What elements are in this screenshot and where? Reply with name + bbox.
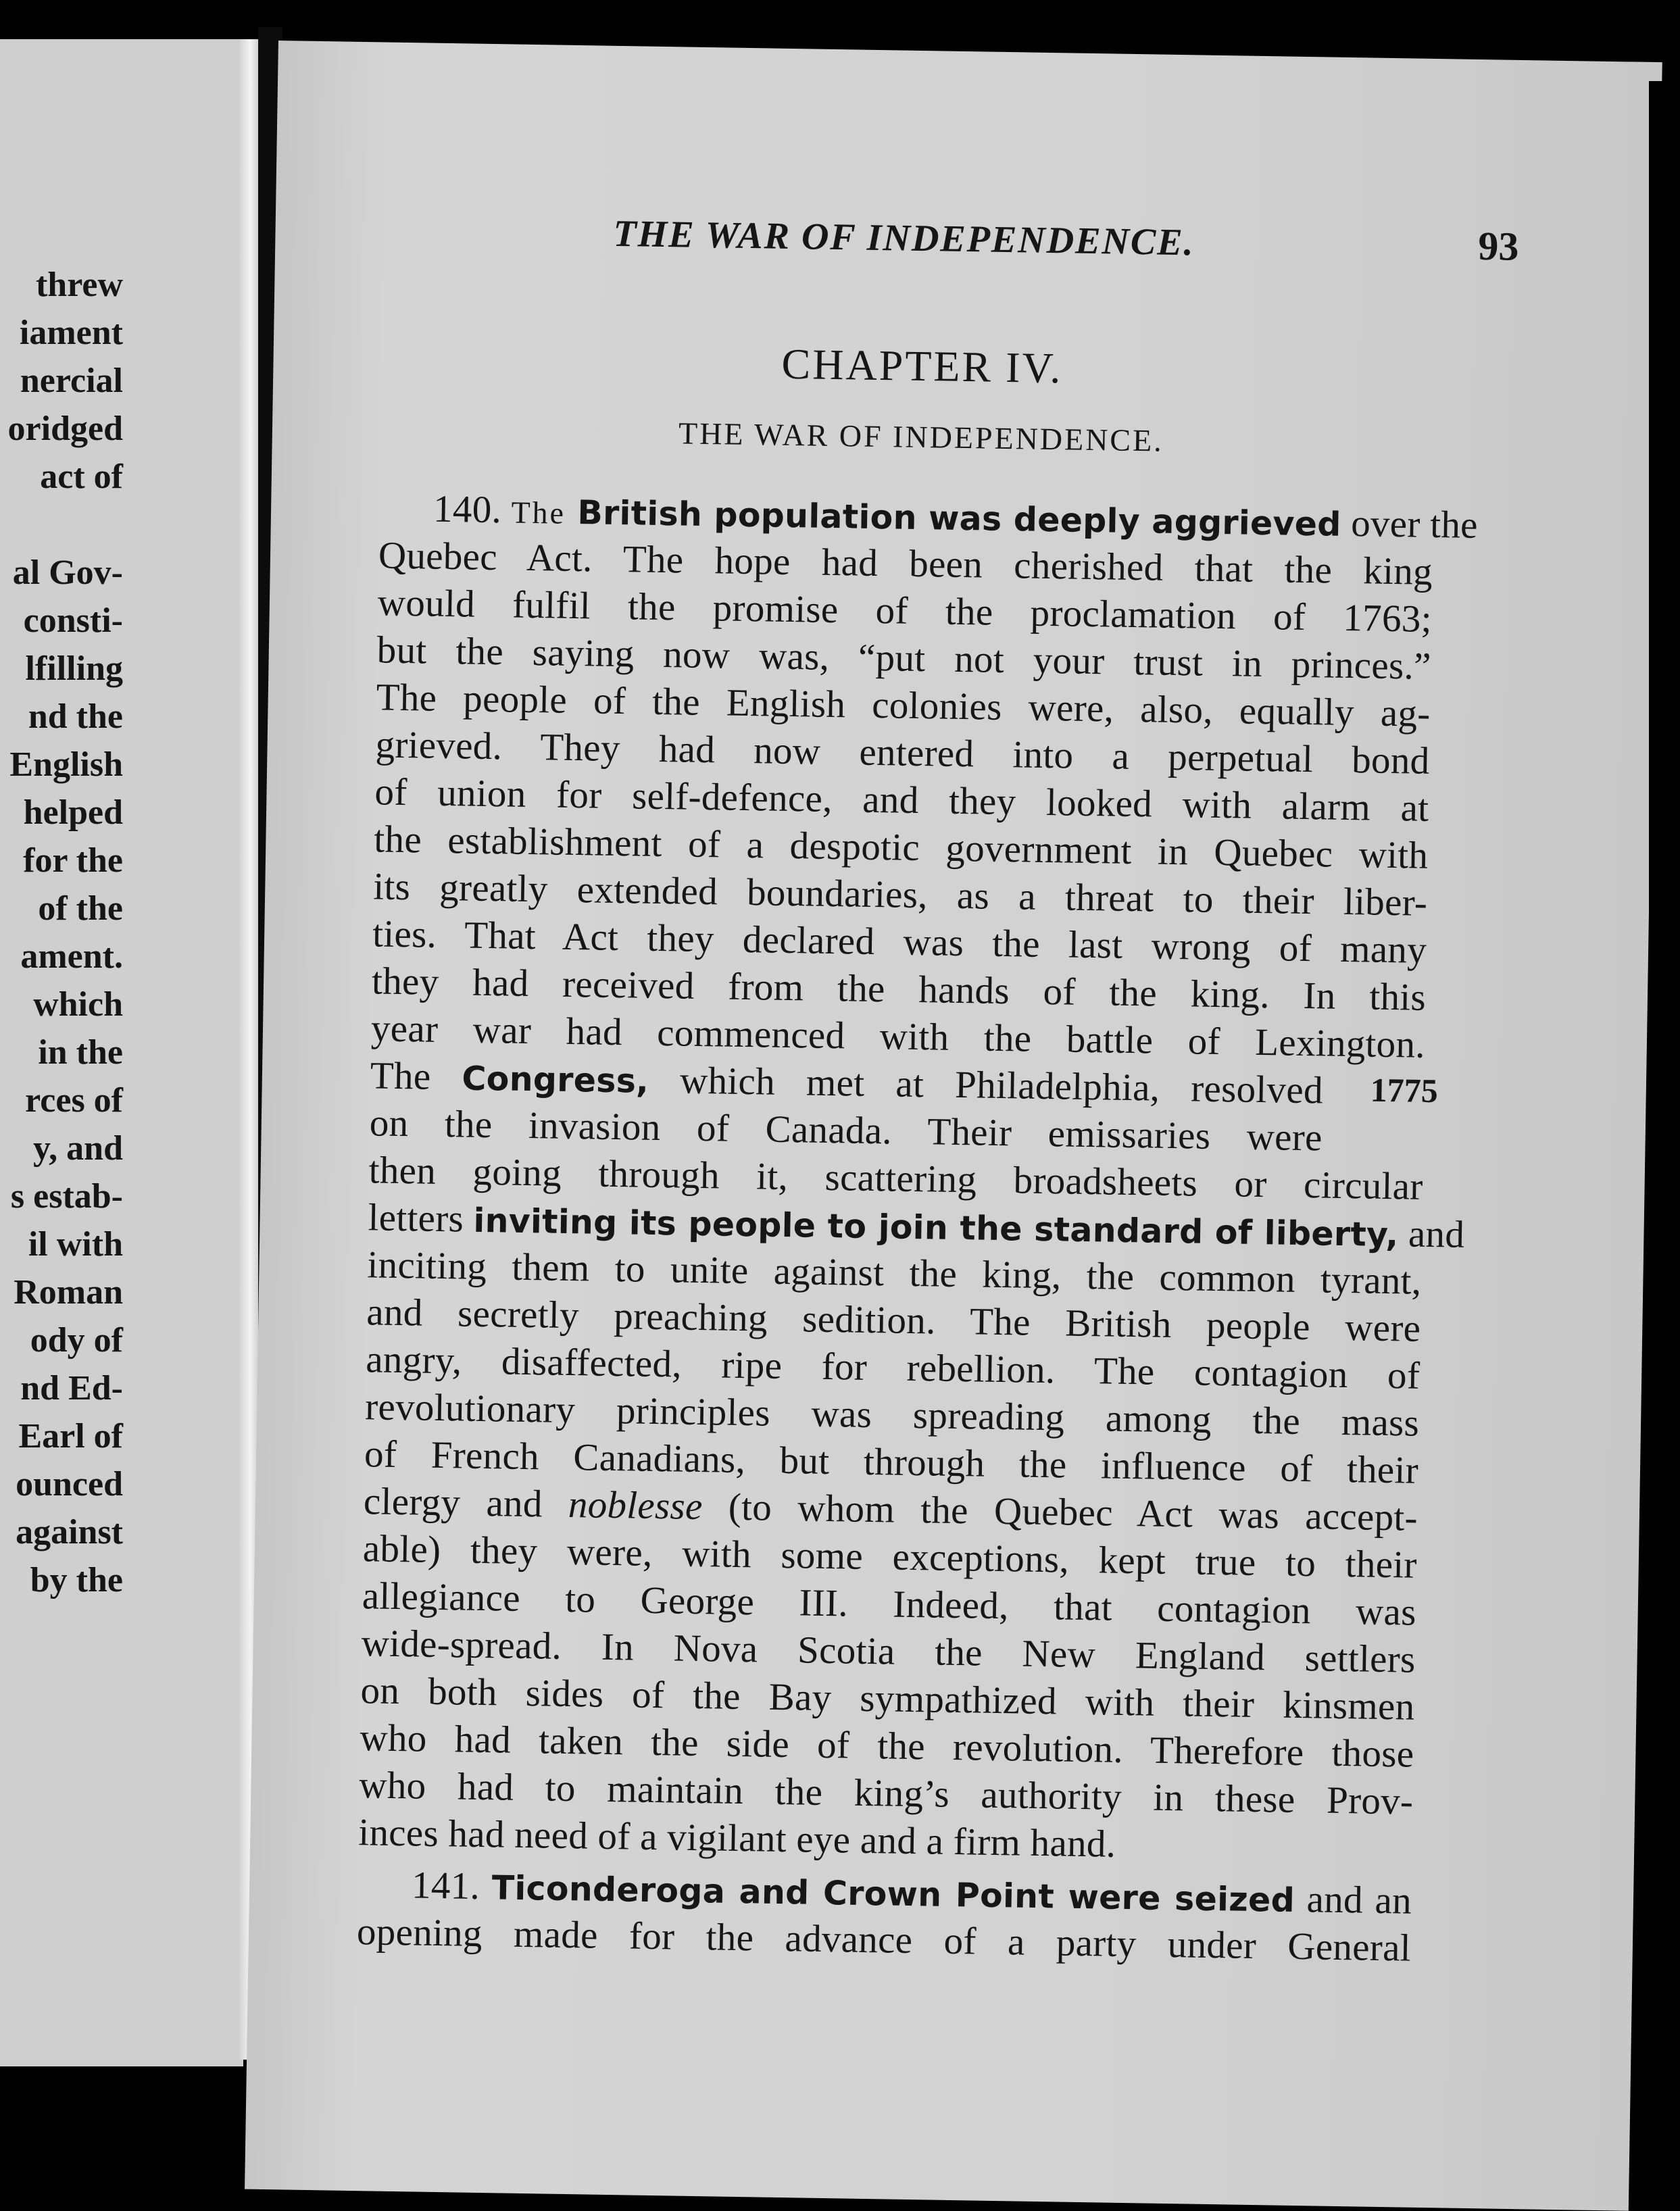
left-page-line: oridged (7, 409, 123, 448)
left-page-line: act of (40, 457, 123, 496)
left-page-line: nercial (20, 362, 123, 400)
small-caps-word: The (511, 495, 566, 530)
paragraph-140-line: on both sides of the Bay sympathized with their kinsmen (360, 1669, 1415, 1729)
line-text: clergy and (363, 1480, 569, 1526)
paragraph-140-line: its greatly extended boundaries, as a threat to their liber- (372, 865, 1428, 924)
paragraph-140-line: allegiance to George III. Indeed, that contagion was (362, 1574, 1417, 1634)
paragraph-number: 140. (433, 487, 512, 532)
left-page-line: il with (28, 1225, 123, 1264)
left-page-line: ament. (20, 937, 123, 976)
line-text: which met at Philadelphia, resolved (648, 1058, 1324, 1112)
left-page-line: nd Ed- (20, 1369, 123, 1408)
chapter-title: THE WAR OF INDEPENDENCE. (678, 416, 1164, 458)
paragraph-140-line: wide-spread. In Nova Scotia the New England settlers (361, 1622, 1416, 1681)
paragraph-140-line: Quebec Act. The hope had been cherished that the king (378, 534, 1433, 593)
left-page-line: Roman (14, 1273, 123, 1312)
left-page-line: against (16, 1513, 123, 1551)
paragraph-140-line: who had taken the side of the revolution. Therefore those (360, 1716, 1414, 1776)
left-page-line: for the (23, 841, 123, 880)
paragraph-140-line: they had received from the hands of the king. In this (371, 960, 1427, 1019)
page-number: 93 (1477, 223, 1519, 269)
left-page-line: ody of (30, 1321, 123, 1360)
italic-word: noblesse (568, 1483, 703, 1529)
margin-year: 1775 (1370, 1070, 1439, 1110)
left-page-fragment (0, 39, 243, 2066)
paragraph-number: 141. (411, 1864, 493, 1908)
left-page-line: English (9, 745, 123, 784)
paragraph-140-line: the establishment of a despotic government in Quebec with (373, 818, 1429, 877)
line-text: (to whom the Quebec Act was accept- (702, 1485, 1418, 1539)
right-page (245, 41, 1662, 2211)
bold-topic-phrase: Ticonderoga and Crown Point were seized (491, 1868, 1295, 1920)
left-page-line: rces of (25, 1081, 123, 1120)
left-page-line: al Gov- (12, 553, 123, 592)
left-page-line: consti- (23, 601, 123, 640)
running-head (613, 209, 1519, 270)
paragraph-140-line: and secretly preaching sedition. The British people were (366, 1291, 1421, 1350)
paragraph-140-line: of French Canadians, but through the influence of their (364, 1433, 1419, 1492)
running-title: THE WAR OF INDEPENDENCE. (613, 212, 1195, 264)
paragraph-140-line: angry, disaffected, ripe for rebellion. The contagion of (365, 1338, 1420, 1397)
right-page-edge-shadow (1649, 81, 1680, 2211)
paragraph-141-line: opening made for the advance of a party under General (356, 1910, 1412, 1970)
left-page-line: y, and (33, 1129, 123, 1168)
paragraph-140-line: then going through it, scattering broadsheets or circular (368, 1149, 1424, 1208)
chapter-heading: CHAPTER IV. (781, 339, 1064, 393)
left-page-line: helped (23, 793, 123, 832)
paragraph-140-line: inces had need of a vigilant eye and a firm hand. (357, 1811, 1116, 1866)
paragraph-140-line: but the saying now was, “put not your trust in princes.” (376, 628, 1432, 688)
paragraph-140-line: inciting them to unite against the king, the common tyrant, (367, 1243, 1422, 1303)
paragraph-140-line: of union for self-defence, and they looked with alarm at (374, 770, 1429, 830)
paragraph-140-line: would fulfil the promise of the proclamation of 1763; (377, 581, 1433, 641)
paragraph-140-line: able) they were, with some exceptions, kept true to their (362, 1527, 1418, 1587)
left-page-line: which (33, 985, 123, 1024)
line-text: and (1398, 1212, 1465, 1256)
left-page-line: in the (38, 1033, 123, 1072)
bold-topic-phrase: British population was deeply aggrieved (565, 493, 1342, 544)
line-text: over the (1341, 501, 1479, 547)
bold-topic-phrase: Congress, (462, 1059, 649, 1101)
line-text: letters (368, 1196, 474, 1241)
left-page-line: ounced (16, 1465, 123, 1504)
left-page-line: lfilling (25, 649, 123, 688)
line-text: The (370, 1054, 463, 1099)
left-page-line: nd the (28, 697, 123, 736)
left-page-line: s estab- (10, 1177, 123, 1216)
paragraph-140-line: on the invasion of Canada. Their emissaries were (369, 1101, 1323, 1160)
line-text: and an (1294, 1877, 1412, 1922)
paragraph-140-line: ties. That Act they declared was the last wrong of many (372, 912, 1427, 972)
paragraph-140-line: The people of the English colonies were, also, equally ag- (376, 676, 1431, 735)
paragraph-140-line: revolutionary principles was spreading among the mass (364, 1385, 1420, 1445)
paragraph-140-line: year war had commenced with the battle of Lexington. (370, 1007, 1426, 1066)
paragraph-140-line: grieved. They had now entered into a perpetual bond (375, 723, 1430, 782)
left-page-line: by the (30, 1561, 123, 1599)
bold-topic-phrase: inviting its people to join the standard of liberty, (473, 1201, 1399, 1255)
left-page-line: of the (38, 889, 123, 928)
left-page-line: iament (19, 314, 123, 352)
left-page-line: threw (35, 266, 123, 304)
paragraph-140-line: who had to maintain the king’s authority in these Prov- (358, 1764, 1414, 1823)
left-page-line: Earl of (18, 1417, 123, 1456)
